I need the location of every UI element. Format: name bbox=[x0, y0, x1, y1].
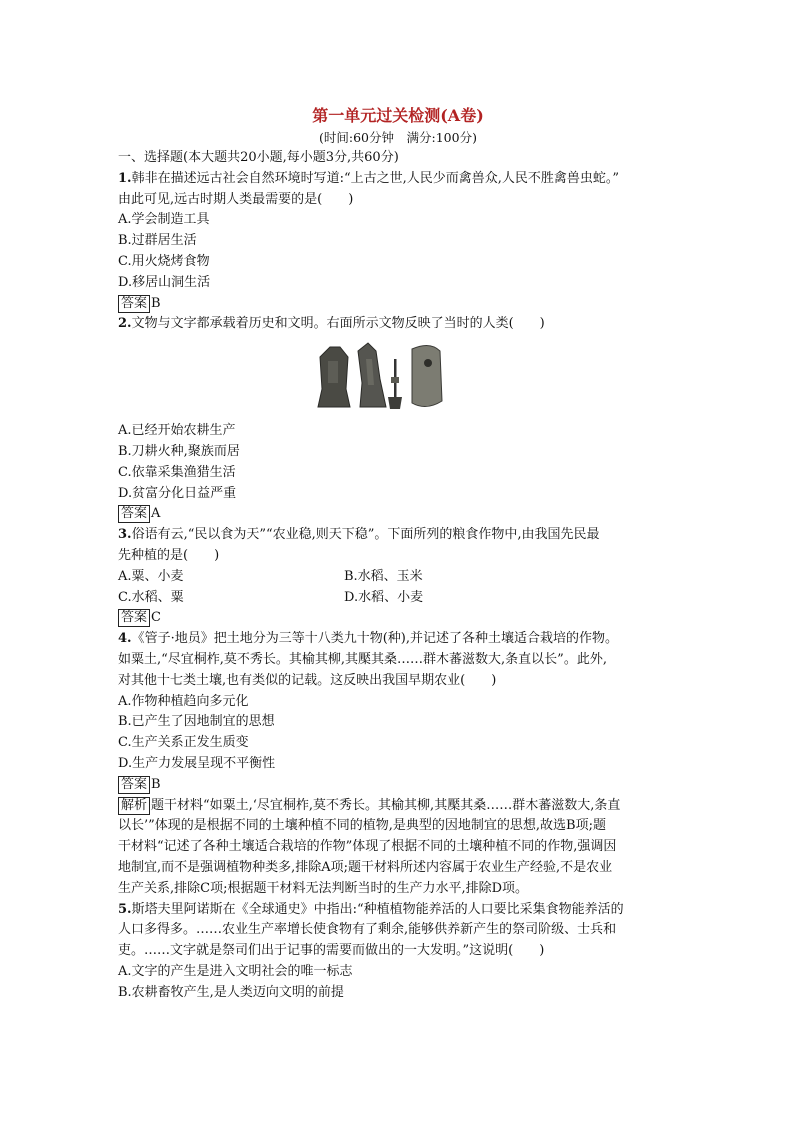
option-a: A.已经开始农耕生产 bbox=[118, 423, 236, 439]
question-stem-line: 由此可见,远古时期人类最需要的是( ) bbox=[118, 191, 354, 207]
options-row bbox=[118, 567, 678, 588]
option-c: C.用火烧烤食物 bbox=[118, 253, 210, 269]
option-b: B.刀耕火种,聚族而居 bbox=[118, 443, 240, 459]
answer-line bbox=[118, 294, 678, 315]
exam-subtitle: (时间:60分钟 满分:100分) bbox=[319, 130, 477, 145]
exam-title: 第一单元过关检测(A卷) bbox=[312, 106, 484, 125]
question-stem-line: 1.韩非在描述远古社会自然环境时写道:“上古之世,人民少而禽兽众,人民不胜禽兽虫蛇。” bbox=[118, 170, 620, 186]
question-stem-line: 4.《管子·地员》把土地分为三等十八类九十物(种),并记述了各种土壤适合栽培的作物。 bbox=[118, 631, 618, 647]
analysis-label: 解析 bbox=[118, 797, 150, 815]
question-stem-line: 3.俗语有云,“民以食为天”“农业稳,则天下稳”。下面所列的粮食作物中,由我国先民最 bbox=[118, 527, 600, 543]
option-a: A.粟、小麦 bbox=[118, 568, 184, 584]
question-stem-line: 如粟土,“尽宜桐柞,莫不秀长。其榆其柳,其檿其桑……群木蕃滋数大,条直以长”。此外, bbox=[118, 651, 607, 667]
exam-content bbox=[118, 104, 678, 1003]
answer-label: 答案 bbox=[118, 609, 150, 627]
answer-value: C bbox=[151, 610, 161, 626]
option-c: C.依靠采集渔猎生活 bbox=[118, 464, 236, 480]
question-3 bbox=[118, 525, 678, 629]
option-d: D.水稻、小麦 bbox=[344, 589, 424, 605]
answer-value: B bbox=[151, 295, 161, 311]
analysis-line: 地制宜,而不是强调植物种类多,排除A项;题干材料所述内容属于农业生产经验,不是农业 bbox=[118, 859, 613, 875]
question-stem-line: 5.斯塔夫里阿诺斯在《全球通史》中指出:“种植植物能养活的人口要比采集食物能养活的 bbox=[118, 901, 624, 917]
answer-label: 答案 bbox=[118, 505, 150, 523]
option-c: C.生产关系正发生质变 bbox=[118, 735, 249, 751]
options-row bbox=[118, 588, 678, 609]
answer-value: A bbox=[151, 506, 161, 522]
question-stem-line: 对其他十七类土壤,也有类似的记载。这反映出我国早期农业( ) bbox=[118, 672, 497, 688]
option-a: A.作物种植趋向多元化 bbox=[118, 693, 249, 709]
analysis-line: 干材料“记述了各种土壤适合栽培的作物”体现了根据不同的土壤种植不同的作物,强调因 bbox=[118, 839, 617, 855]
answer-line bbox=[118, 775, 678, 796]
analysis-line: 生产关系,排除C项;根据题干材料无法判断当时的生产力水平,排除D项。 bbox=[118, 880, 529, 896]
option-d: D.移居山洞生活 bbox=[118, 274, 211, 290]
option-d: D.贫富分化日益严重 bbox=[118, 485, 237, 501]
option-a: A.学会制造工具 bbox=[118, 212, 210, 228]
question-1 bbox=[118, 169, 678, 315]
option-b: B.过群居生活 bbox=[118, 233, 197, 249]
option-a: A.文字的产生是进入文明社会的唯一标志 bbox=[118, 963, 353, 979]
question-stem-line: 先种植的是( ) bbox=[118, 547, 220, 563]
analysis-line: 解析 题干材料“如粟土,‘尽宜桐柞,莫不秀长。其榆其柳,其檿其桑……群木蕃滋数大,条直 bbox=[118, 796, 678, 817]
answer-line bbox=[118, 504, 678, 525]
question-stem-line: 吏。……文字就是祭司们出于记事的需要而做出的一大发明。”这说明( ) bbox=[118, 943, 545, 959]
question-number: 5. bbox=[118, 901, 132, 917]
option-b: B.已产生了因地制宜的思想 bbox=[118, 714, 275, 730]
answer-value: B bbox=[151, 776, 161, 792]
answer-line bbox=[118, 608, 678, 629]
stone-tools-image bbox=[314, 339, 444, 413]
question-number: 3. bbox=[118, 527, 132, 543]
analysis-line: 以长’”体现的是根据不同的土壤种植不同的植物,是典型的因地制宜的思想,故选B项;题 bbox=[118, 818, 606, 834]
question-2 bbox=[118, 314, 678, 525]
question-number: 1. bbox=[118, 170, 132, 186]
question-number: 2. bbox=[118, 316, 132, 332]
option-d: D.生产力发展呈现不平衡性 bbox=[118, 755, 276, 771]
option-b: B.农耕畜牧产生,是人类迈向文明的前提 bbox=[118, 984, 344, 1000]
question-number: 4. bbox=[118, 631, 132, 647]
option-b: B.水稻、玉米 bbox=[344, 568, 423, 584]
section-heading: 一、选择题(本大题共20小题,每小题3分,共60分) bbox=[118, 150, 399, 165]
question-4 bbox=[118, 629, 678, 899]
artifact-figure bbox=[118, 335, 678, 421]
option-c: C.水稻、粟 bbox=[118, 589, 184, 605]
question-stem-line: 2.文物与文字都承载着历史和文明。右面所示文物反映了当时的人类( ) bbox=[118, 316, 545, 332]
answer-label: 答案 bbox=[118, 776, 150, 794]
question-stem-line: 人口多得多。……农业生产率增长使食物有了剩余,能够供养新产生的祭司阶级、士兵和 bbox=[118, 922, 617, 938]
answer-label: 答案 bbox=[118, 295, 150, 313]
question-5 bbox=[118, 900, 678, 1004]
